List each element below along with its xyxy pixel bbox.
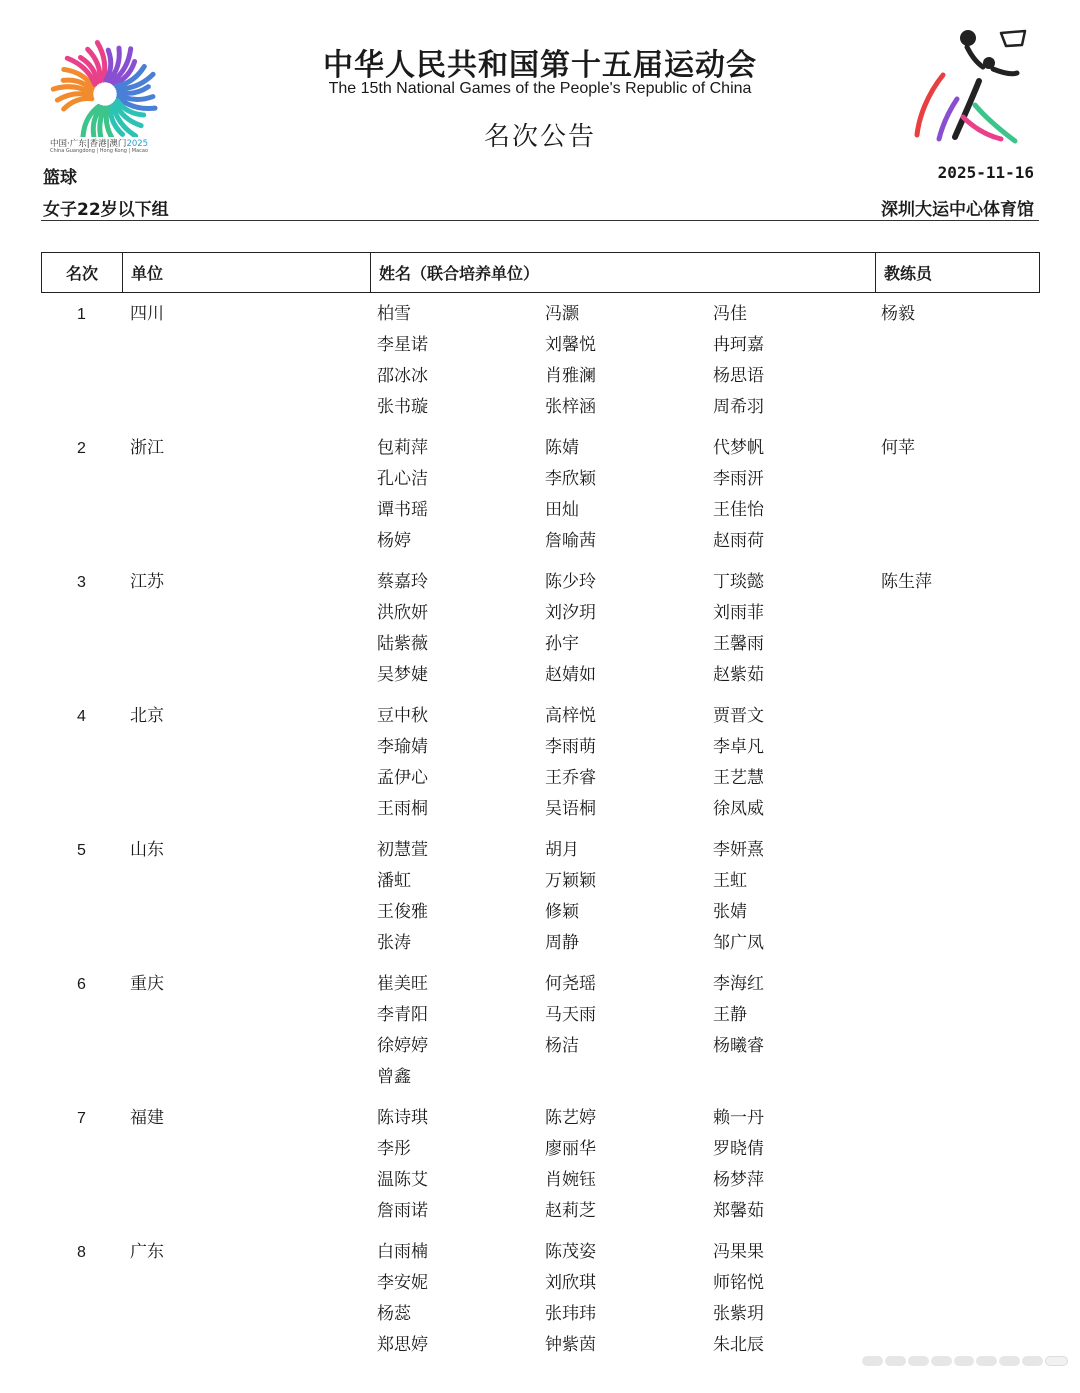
- team-unit: 北京: [130, 706, 164, 726]
- player-name: 曾鑫: [377, 1067, 411, 1087]
- player-name: 张紫玥: [713, 1304, 764, 1324]
- player-name: 邹广凤: [713, 933, 764, 953]
- player-name: 修颖: [545, 902, 579, 922]
- team-unit: 四川: [130, 304, 164, 324]
- player-name: 杨蕊: [377, 1304, 411, 1324]
- notice-title: 名次公告: [483, 122, 596, 152]
- player-name: 豆中秋: [377, 706, 428, 726]
- player-name: 刘汐玥: [545, 603, 596, 623]
- player-name: 刘馨悦: [545, 335, 596, 355]
- rank-number: 3: [77, 574, 86, 591]
- player-name: 钟紫茵: [545, 1335, 596, 1355]
- results-table-header: [41, 252, 1040, 293]
- team-unit: 山东: [130, 840, 164, 860]
- player-name: 马天雨: [545, 1005, 596, 1025]
- player-name: 刘欣琪: [545, 1273, 596, 1293]
- header-coach: 教练员: [876, 253, 1040, 293]
- player-name: 廖丽华: [545, 1139, 596, 1159]
- team-unit: 福建: [130, 1108, 164, 1128]
- rank-number: 5: [77, 842, 86, 859]
- player-name: 刘雨菲: [713, 603, 764, 623]
- result-row: [41, 1103, 1039, 1227]
- rank-number: 7: [77, 1110, 86, 1127]
- player-name: 郑馨茹: [713, 1201, 764, 1221]
- player-name: 张玮玮: [545, 1304, 596, 1324]
- player-name: 张婧: [713, 902, 747, 922]
- player-name: 王俊雅: [377, 902, 428, 922]
- rank-number: 1: [77, 306, 86, 323]
- player-names: [377, 567, 881, 691]
- player-name: 周静: [545, 933, 579, 953]
- burst-petal: [64, 99, 92, 110]
- player-name: 冯灏: [545, 304, 579, 324]
- player-name: 李星诺: [377, 335, 428, 355]
- player-name: 赵紫茹: [713, 665, 764, 685]
- player-name: 冉珂嘉: [713, 335, 764, 355]
- player-name: 徐凤威: [713, 799, 764, 819]
- player-name: 王静: [713, 1005, 747, 1025]
- venue-name: 深圳大运中心体育馆: [881, 200, 1034, 220]
- player-name: 田灿: [545, 500, 579, 520]
- player-name: 李瑜婧: [377, 737, 428, 757]
- player-name: 赖一丹: [713, 1108, 764, 1128]
- player-name: 詹喻茜: [545, 531, 596, 551]
- player-names: [377, 1237, 881, 1361]
- player-name: 肖婉钰: [545, 1170, 596, 1190]
- team-unit: 广东: [130, 1242, 164, 1262]
- page-title-cn: 中华人民共和国第十五届运动会: [323, 48, 757, 83]
- player-name: 温陈艾: [377, 1170, 428, 1190]
- player-name: 包莉萍: [377, 438, 428, 458]
- player-name: 高梓悦: [545, 706, 596, 726]
- player-name: 陆紫薇: [377, 634, 428, 654]
- player-name: 丁琰懿: [713, 572, 764, 592]
- player-name: 王馨雨: [713, 634, 764, 654]
- player-name: 周希羽: [713, 397, 764, 417]
- player-names: [377, 299, 881, 423]
- coach-name: 陈生萍: [881, 572, 932, 592]
- player-name: 柏雪: [377, 304, 411, 324]
- player-name: 陈艺婷: [545, 1108, 596, 1128]
- player-name: 王乔睿: [545, 768, 596, 788]
- player-name: 王佳怡: [713, 500, 764, 520]
- team-unit: 重庆: [130, 974, 164, 994]
- player-name: 郑思婷: [377, 1335, 428, 1355]
- event-date: 2025-11-16: [937, 163, 1034, 182]
- player-name: 李卓凡: [713, 737, 764, 757]
- player-name: 李安妮: [377, 1273, 428, 1293]
- player-names: [377, 433, 881, 557]
- player-name: 赵婧如: [545, 665, 596, 685]
- player-names: [377, 1103, 881, 1227]
- player-name: 洪欣妍: [377, 603, 428, 623]
- player-name: 李妍熹: [713, 840, 764, 860]
- player-name: 何尧瑶: [545, 974, 596, 994]
- result-row: [41, 969, 1039, 1093]
- player-name: 李海红: [713, 974, 764, 994]
- rank-number: 2: [77, 440, 86, 457]
- rank-number: 4: [77, 708, 86, 725]
- player-name: 陈婧: [545, 438, 579, 458]
- result-row: [41, 567, 1039, 691]
- player-name: 代梦帆: [713, 438, 764, 458]
- player-name: 朱北辰: [713, 1335, 764, 1355]
- player-name: 蔡嘉玲: [377, 572, 428, 592]
- player-name: 张涛: [377, 933, 411, 953]
- player-name: 胡月: [545, 840, 579, 860]
- player-names: [377, 835, 881, 959]
- player-name: 白雨楠: [377, 1242, 428, 1262]
- player-name: 李雨萌: [545, 737, 596, 757]
- player-name: 陈少玲: [545, 572, 596, 592]
- player-name: 张梓涵: [545, 397, 596, 417]
- logo-caption-cn: 中国·广东|香港|澳门: [50, 139, 127, 149]
- player-name: 王虹: [713, 871, 747, 891]
- coach-name: 杨毅: [881, 304, 915, 324]
- player-names: [377, 701, 881, 825]
- rank-number: 6: [77, 976, 86, 993]
- basketball-pictogram: [905, 25, 1040, 155]
- player-name: 冯佳: [713, 304, 747, 324]
- player-name: 陈茂姿: [545, 1242, 596, 1262]
- player-name: 杨思语: [713, 366, 764, 386]
- player-name: 张书璇: [377, 397, 428, 417]
- player-name: 吴梦婕: [377, 665, 428, 685]
- header-divider: [41, 220, 1039, 221]
- player-name: 李欣颖: [545, 469, 596, 489]
- team-unit: 江苏: [130, 572, 164, 592]
- player-name: 詹雨诺: [377, 1201, 428, 1221]
- logo-year: 2025: [126, 139, 149, 149]
- player-name: 李青阳: [377, 1005, 428, 1025]
- player-name: 潘虹: [377, 871, 411, 891]
- player-names: [377, 969, 881, 1093]
- header-rank: 名次: [42, 253, 123, 293]
- player-name: 师铭悦: [713, 1273, 764, 1293]
- player-name: 吴语桐: [545, 799, 596, 819]
- player-name: 杨曦睿: [713, 1036, 764, 1056]
- player-name: 王艺慧: [713, 768, 764, 788]
- player-name: 杨梦萍: [713, 1170, 764, 1190]
- player-name: 万颖颖: [545, 871, 596, 891]
- player-name: 王雨桐: [377, 799, 428, 819]
- result-row: [41, 701, 1039, 825]
- player-name: 孙宇: [545, 634, 579, 654]
- event-name: 女子22岁以下组: [43, 200, 169, 220]
- team-unit: 浙江: [130, 438, 164, 458]
- player-name: 邵冰冰: [377, 366, 428, 386]
- player-name: 谭书瑶: [377, 500, 428, 520]
- logo-caption-en: China Guangdong | Hong Kong | Macao: [50, 148, 149, 154]
- rank-number: 8: [77, 1244, 86, 1261]
- player-name: 李彤: [377, 1139, 411, 1159]
- player-name: 杨洁: [545, 1036, 579, 1056]
- player-name: 罗晓倩: [713, 1139, 764, 1159]
- player-name: 初慧萱: [377, 840, 428, 860]
- basketball-player-icon: [905, 25, 1040, 155]
- page-scroll-indicator[interactable]: [862, 1356, 1068, 1366]
- player-name: 孔心洁: [377, 469, 428, 489]
- player-name: 孟伊心: [377, 768, 428, 788]
- player-name: 赵莉芝: [545, 1201, 596, 1221]
- header-names: 姓名（联合培养单位）: [371, 253, 876, 293]
- page-title-en: The 15th National Games of the People's Republic of China: [328, 80, 752, 97]
- player-name: 肖雅澜: [545, 366, 596, 386]
- result-row: [41, 1237, 1039, 1361]
- player-name: 贾晋文: [713, 706, 764, 726]
- result-row: [41, 433, 1039, 557]
- player-name: 徐婷婷: [377, 1036, 428, 1056]
- player-name: 李雨汧: [713, 469, 764, 489]
- player-name: 杨婷: [377, 531, 411, 551]
- player-name: 陈诗琪: [377, 1108, 428, 1128]
- header-unit: 单位: [123, 253, 371, 293]
- result-row: [41, 299, 1039, 423]
- result-row: [41, 835, 1039, 959]
- sport-label: 篮球: [43, 168, 77, 188]
- player-name: 赵雨荷: [713, 531, 764, 551]
- player-name: 冯果果: [713, 1242, 764, 1262]
- player-name: 崔美旺: [377, 974, 428, 994]
- coach-name: 何苹: [881, 438, 915, 458]
